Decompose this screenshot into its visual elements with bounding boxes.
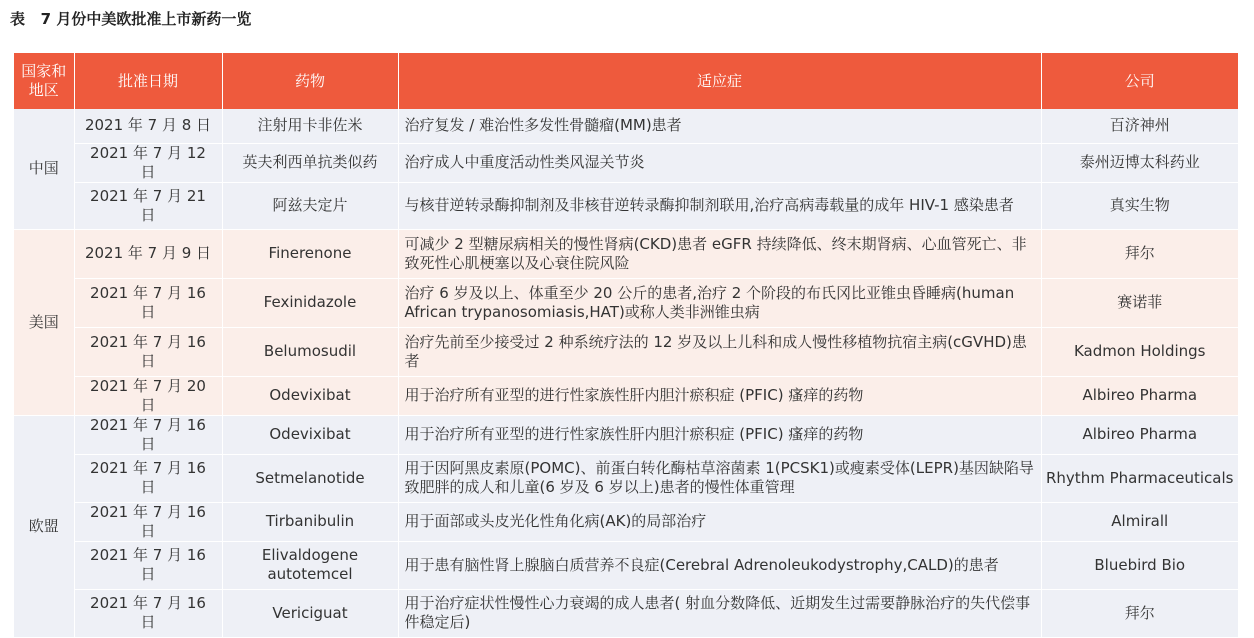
drug-cell: Vericiguat xyxy=(222,589,398,637)
table-row xyxy=(14,502,1238,541)
indication-cell: 治疗先前至少接受过 2 种系统疗法的 12 岁及以上儿科和成人慢性移植物抗宿主病(cGVHD)患者 xyxy=(398,327,1041,376)
group-usa xyxy=(14,229,1238,415)
date-cell: 2021 年 7 月 16 日 xyxy=(74,415,222,454)
company-cell: Bluebird Bio xyxy=(1041,541,1238,589)
company-cell: Almirall xyxy=(1041,502,1238,541)
drug-cell: 注射用卡非佐米 xyxy=(222,109,398,143)
date-cell: 2021 年 7 月 16 日 xyxy=(74,454,222,502)
table-row xyxy=(14,589,1238,637)
company-cell: 拜尔 xyxy=(1041,589,1238,637)
header-region: 国家和地区 xyxy=(14,53,74,109)
company-cell: 百济神州 xyxy=(1041,109,1238,143)
date-cell: 2021 年 7 月 16 日 xyxy=(74,327,222,376)
indication-cell: 治疗复发 / 难治性多发性骨髓瘤(MM)患者 xyxy=(398,109,1041,143)
indication-cell: 用于治疗所有亚型的进行性家族性肝内胆汁瘀积症 (PFIC) 瘙痒的药物 xyxy=(398,376,1041,415)
indication-cell: 治疗 6 岁及以上、体重至少 20 公斤的患者,治疗 2 个阶段的布氏冈比亚锥虫昏睡病(human African trypanosomiasis,HAT)或称人类非洲锥虫病 xyxy=(398,278,1041,327)
table-row xyxy=(14,327,1238,376)
drug-cell: Belumosudil xyxy=(222,327,398,376)
company-cell: Rhythm Pharmaceuticals xyxy=(1041,454,1238,502)
table-row xyxy=(14,229,1238,278)
group-eu xyxy=(14,415,1238,637)
company-cell: 赛诺菲 xyxy=(1041,278,1238,327)
drug-cell: Fexinidazole xyxy=(222,278,398,327)
date-cell: 2021 年 7 月 16 日 xyxy=(74,278,222,327)
company-cell: 泰州迈博太科药业 xyxy=(1041,143,1238,182)
table-row xyxy=(14,541,1238,589)
drug-cell: Tirbanibulin xyxy=(222,502,398,541)
drug-cell: 阿兹夫定片 xyxy=(222,182,398,229)
drug-cell: Odevixibat xyxy=(222,376,398,415)
drug-cell: Elivaldogene autotemcel xyxy=(222,541,398,589)
indication-cell: 用于患有脑性肾上腺脑白质营养不良症(Cerebral Adrenoleukodystrophy,CALD)的患者 xyxy=(398,541,1041,589)
date-cell: 2021 年 7 月 16 日 xyxy=(74,589,222,637)
company-cell: 拜尔 xyxy=(1041,229,1238,278)
company-cell: 真实生物 xyxy=(1041,182,1238,229)
table-row xyxy=(14,109,1238,143)
table-row xyxy=(14,415,1238,454)
table-row xyxy=(14,143,1238,182)
indication-cell: 用于治疗症状性慢性心力衰竭的成人患者( 射血分数降低、近期发生过需要静脉治疗的失代偿事件稳定后) xyxy=(398,589,1041,637)
region-cell: 欧盟 xyxy=(14,415,74,637)
date-cell: 2021 年 7 月 20 日 xyxy=(74,376,222,415)
indication-cell: 治疗成人中重度活动性类风湿关节炎 xyxy=(398,143,1041,182)
indication-cell: 用于面部或头皮光化性角化病(AK)的局部治疗 xyxy=(398,502,1041,541)
drug-cell: Odevixibat xyxy=(222,415,398,454)
drug-cell: 英夫利西单抗类似药 xyxy=(222,143,398,182)
table-title: 表 7 月份中美欧批准上市新药一览 xyxy=(10,10,252,28)
indication-cell: 与核苷逆转录酶抑制剂及非核苷逆转录酶抑制剂联用,治疗高病毒载量的成年 HIV-1 感染患者 xyxy=(398,182,1041,229)
new-drugs-table xyxy=(14,53,1238,638)
table-row xyxy=(14,182,1238,229)
region-cell: 中国 xyxy=(14,109,74,229)
drug-cell: Finerenone xyxy=(222,229,398,278)
company-cell: Albireo Pharma xyxy=(1041,376,1238,415)
date-cell: 2021 年 7 月 16 日 xyxy=(74,541,222,589)
table-row xyxy=(14,454,1238,502)
company-cell: Kadmon Holdings xyxy=(1041,327,1238,376)
date-cell: 2021 年 7 月 9 日 xyxy=(74,229,222,278)
indication-cell: 用于治疗所有亚型的进行性家族性肝内胆汁瘀积症 (PFIC) 瘙痒的药物 xyxy=(398,415,1041,454)
date-cell: 2021 年 7 月 8 日 xyxy=(74,109,222,143)
date-cell: 2021 年 7 月 12 日 xyxy=(74,143,222,182)
region-cell: 美国 xyxy=(14,229,74,415)
header-indication: 适应症 xyxy=(398,53,1041,109)
table-header-row xyxy=(14,53,1238,109)
company-cell: Albireo Pharma xyxy=(1041,415,1238,454)
indication-cell: 用于因阿黑皮素原(POMC)、前蛋白转化酶枯草溶菌素 1(PCSK1)或瘦素受体(LEPR)基因缺陷导致肥胖的成人和儿童(6 岁及 6 岁以上)患者的慢性体重管理 xyxy=(398,454,1041,502)
date-cell: 2021 年 7 月 21 日 xyxy=(74,182,222,229)
date-cell: 2021 年 7 月 16 日 xyxy=(74,502,222,541)
table-row xyxy=(14,376,1238,415)
group-china xyxy=(14,109,1238,229)
header-company: 公司 xyxy=(1041,53,1238,109)
table-row xyxy=(14,278,1238,327)
header-date: 批准日期 xyxy=(74,53,222,109)
indication-cell: 可减少 2 型糖尿病相关的慢性肾病(CKD)患者 eGFR 持续降低、终末期肾病、心血管死亡、非致死性心肌梗塞以及心衰住院风险 xyxy=(398,229,1041,278)
header-drug: 药物 xyxy=(222,53,398,109)
drug-cell: Setmelanotide xyxy=(222,454,398,502)
